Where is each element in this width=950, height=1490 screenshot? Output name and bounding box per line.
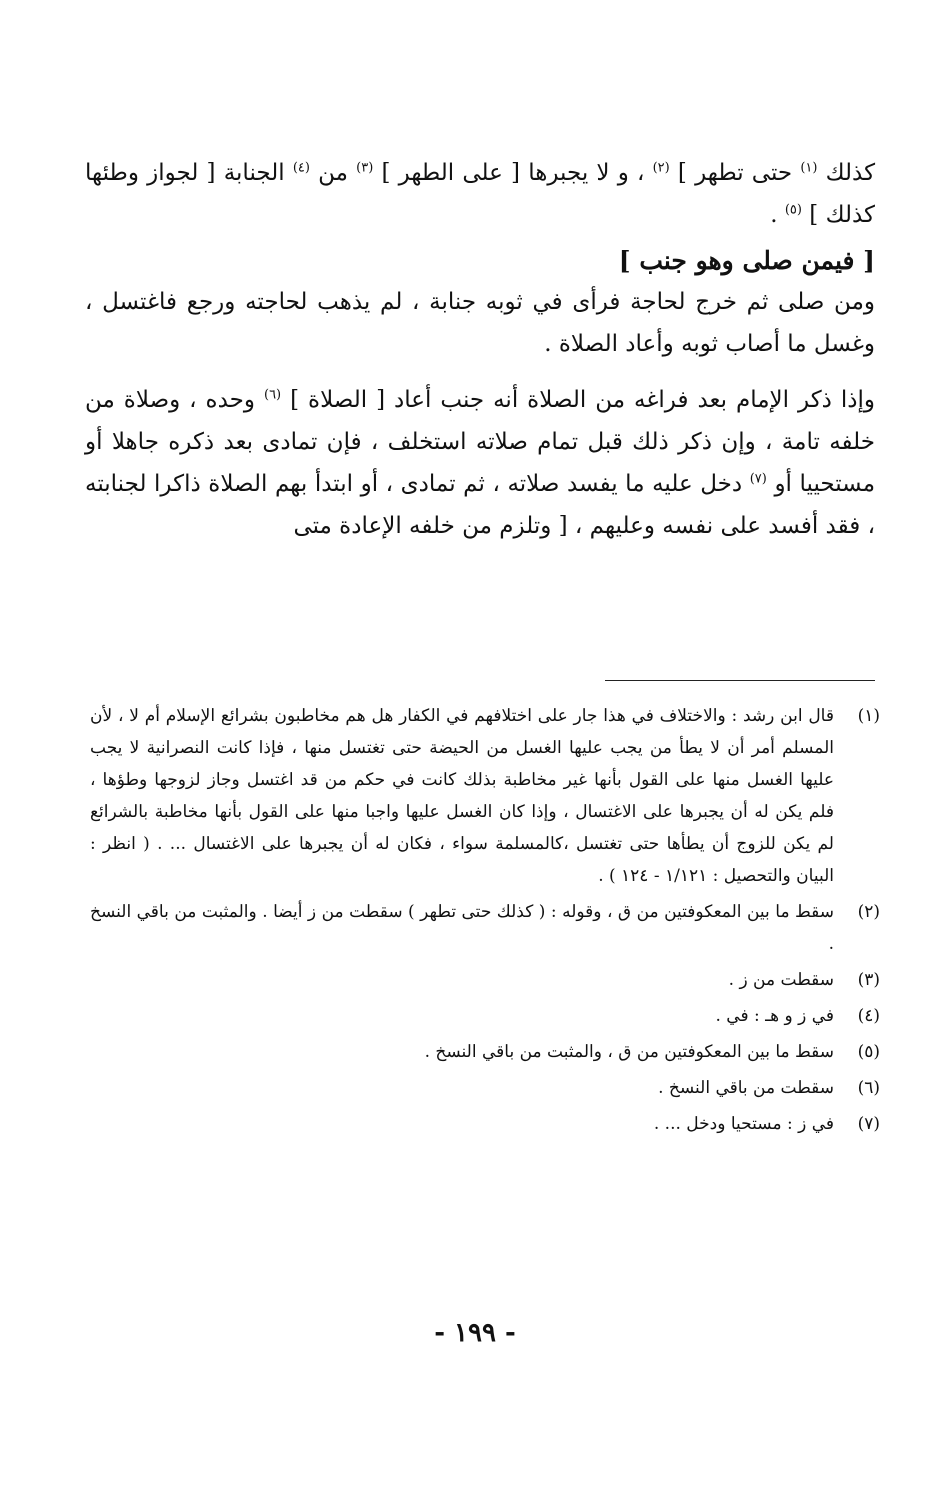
footnote-6	[90, 1072, 880, 1104]
footnote-number: (٣)	[857, 970, 880, 990]
text-run: وإذا ذكر الإمام بعد فراغه من الصلاة أنه جنب أعاد [ الصلاة ]	[290, 387, 876, 413]
text-run: الجنابة [ لجواز وطئها كذلك ]	[85, 160, 875, 228]
footnote-ref-3[interactable]: (٣)	[356, 160, 374, 176]
footnote-number: (٥)	[857, 1042, 880, 1062]
paragraph-2: ومن صلى ثم خرج لحاجة فرأى في ثوبه جنابة ، لم يذهب لحاجته ورجع فاغتسل ، وغسل ما أصاب ثوبه وأعاد الصلاة .	[85, 289, 875, 357]
text-run: دخل عليه ما يفسد صلاته ، ثم تمادى ، أو ابتدأ بهم الصلاة ذاكرا لجنابته ، فقد أفسد على نفسه وعليهم ، [ وتلزم من خلفه الإعادة متى	[85, 471, 875, 539]
text-run: حتى تطهر ]	[677, 160, 793, 186]
footnote-number: (٢)	[857, 902, 880, 922]
footnote-3	[90, 964, 880, 996]
footnote-number: (١)	[857, 706, 880, 726]
footnote-text: سقطت من باقي النسخ .	[658, 1078, 834, 1098]
footnote-ref-6[interactable]: (٦)	[263, 387, 282, 403]
text-run: ، و لا يجبرها [ على الطهر ]	[381, 160, 645, 186]
text-run: من	[318, 160, 348, 186]
footnote-7	[90, 1108, 880, 1140]
footnote-number: (٤)	[857, 1006, 880, 1026]
footnote-text: في ز : مستحيا ودخل ... .	[653, 1114, 834, 1134]
page-number: - ١٩٩ -	[434, 1318, 516, 1348]
text-run: كذلك	[825, 160, 876, 186]
footnote-ref-4[interactable]: (٤)	[292, 160, 310, 176]
footnote-ref-1[interactable]: (١)	[800, 160, 818, 176]
footnote-separator	[605, 680, 875, 681]
footnote-4	[90, 1000, 880, 1032]
footnote-1	[90, 700, 880, 892]
footnote-text: قال ابن رشد : والاختلاف في هذا جار على اختلافهم في الكفار هل هم مخاطبون بشرائع الإسلام أم لا ، لأن المسلم أمر أن لا يطأ من يجب عليها الغسل من الحيضة حتى تغتسل منها ، فإذا كانت النصرانية لا يجب عليها الغسل منها على القول بأنها غير مخاطبة بذلك كانت في حكم من قد اغتسل وجاز لزوجها وطؤها ، فلم يكن له أن يجبرها على الاغتسال ، وإذا كان الغسل عليها واجبا منها على القول بأنها مخاطبة بالشرائع لم يكن للزوج أن يطأها حتى تغتسل ،كالمسلمة سواء ، فكان له أن يجبرها على الاغتسال ... . ( انظر : البيان والتحصيل : ١/١٢١ - ١٢٤ ) .	[90, 706, 834, 886]
paragraph-3	[85, 379, 875, 547]
footnote-number: (٦)	[857, 1078, 880, 1098]
footnote-ref-7[interactable]: (٧)	[749, 471, 767, 487]
text-run: وحده ، وصلاة من خلفه تامة ، وإن ذكر ذلك قبل تمام صلاته استخلف ، فإن تمادى بعد ذكره جاهلا أو مستحييا أو	[85, 387, 876, 497]
footnote-5	[90, 1036, 880, 1068]
footnote-text: سقط ما بين المعكوفتين من ق ، وقوله : ( كذلك حتى تطهر ) سقطت من ز أيضا . والمثبت من باقي النسخ .	[90, 902, 834, 954]
footnote-text: سقط ما بين المعكوفتين من ق ، والمثبت من باقي النسخ .	[424, 1042, 834, 1062]
footnote-ref-2[interactable]: (٢)	[652, 160, 670, 176]
main-text	[85, 152, 875, 547]
footnotes-list	[90, 700, 880, 1144]
footnote-number: (٧)	[857, 1114, 880, 1134]
footnote-ref-5[interactable]: (٥)	[784, 202, 802, 218]
footnote-text: في ز و هـ : في .	[715, 1006, 834, 1026]
footnote-2	[90, 896, 880, 960]
section-heading: [ فيمن صلى وهو جنب ]	[618, 246, 875, 275]
paragraph-1	[85, 152, 875, 236]
footnote-text: سقطت من ز .	[728, 970, 834, 990]
text-run: .	[770, 202, 778, 228]
